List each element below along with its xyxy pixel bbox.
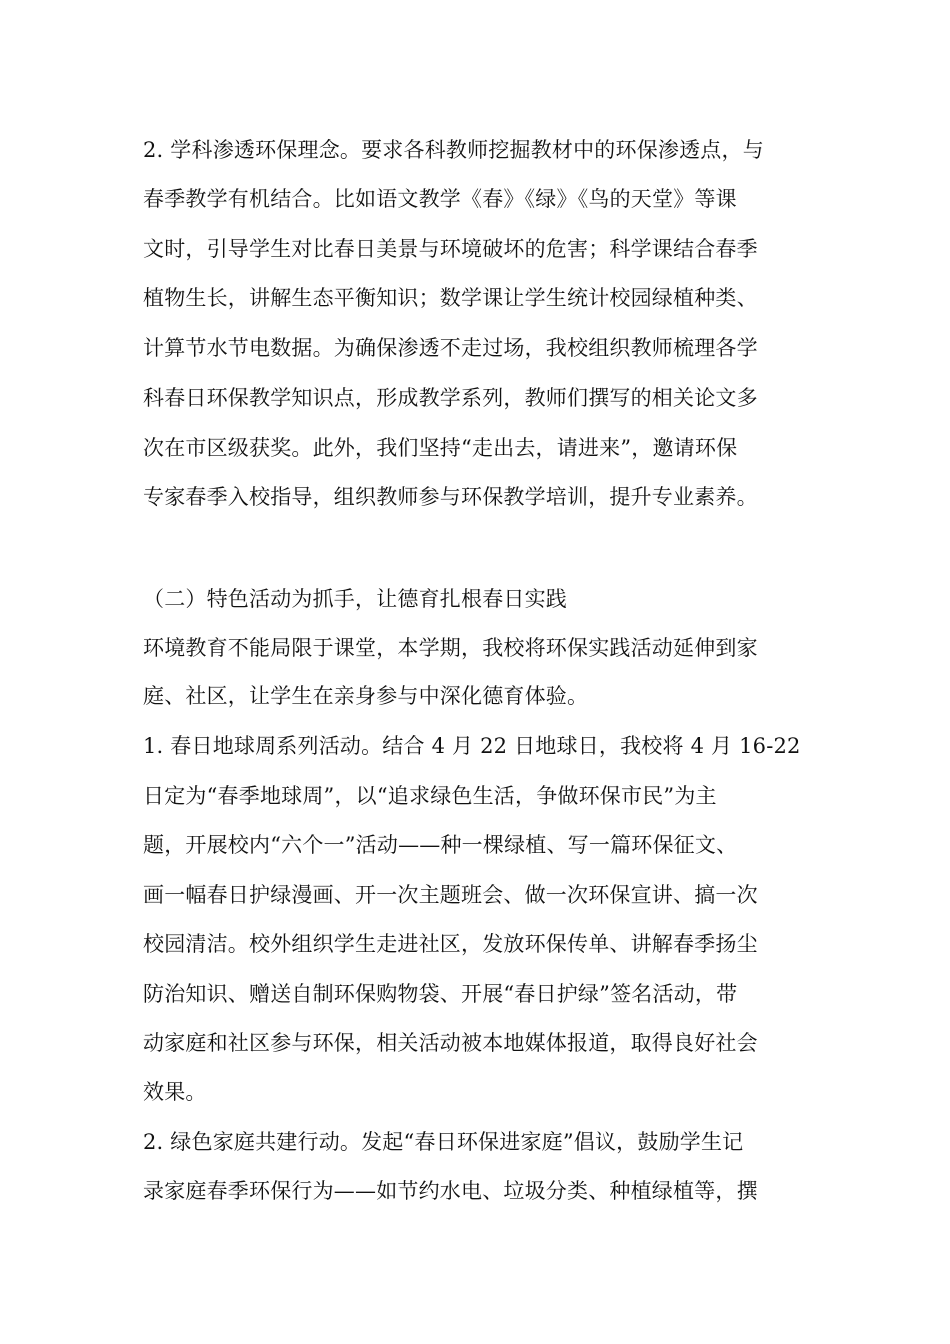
paragraph-line-13: 题，开展校内“六个一”活动——种一棵绿植、写一篇环保征文、 (143, 833, 738, 857)
paragraph-line-14: 画一幅春日护绿漫画、开一次主题班会、做一次环保宣讲、搞一次 (143, 883, 758, 907)
paragraph-line-1: 2. 学科渗透环保理念。要求各科教师挖掘教材中的环保渗透点，与 (143, 138, 764, 162)
paragraph-line-10: 庭、社区，让学生在亲身参与中深化德育体验。 (143, 684, 589, 708)
section-heading: （二）特色活动为抓手，让德育扎根春日实践 (143, 587, 567, 611)
paragraph-line-18: 效果。 (143, 1080, 207, 1104)
paragraph-line-16: 防治知识、赠送自制环保购物袋、开展“春日护绿”签名活动，带 (143, 982, 738, 1006)
paragraph-line-8: 专家春季入校指导，组织教师参与环保教学培训，提升专业素养。 (143, 485, 758, 509)
paragraph-line-7: 次在市区级获奖。此外，我们坚持“走出去，请进来”，邀请环保 (143, 436, 738, 460)
paragraph-line-5: 计算节水节电数据。为确保渗透不走过场，我校组织教师梳理各学 (143, 336, 758, 360)
paragraph-line-3: 文时，引导学生对比春日美景与环境破坏的危害；科学课结合春季 (143, 237, 758, 261)
paragraph-line-11: 1. 春日地球周系列活动。结合 4 月 22 日地球日，我校将 4 月 16-22 (143, 734, 801, 758)
paragraph-line-9: 环境教育不能局限于课堂，本学期，我校将环保实践活动延伸到家 (143, 636, 758, 660)
paragraph-line-20: 录家庭春季环保行为——如节约水电、垃圾分类、种植绿植等，撰 (143, 1179, 758, 1203)
paragraph-line-12: 日定为“春季地球周”，以“追求绿色生活，争做环保市民”为主 (143, 784, 717, 808)
paragraph-line-19: 2. 绿色家庭共建行动。发起“春日环保进家庭”倡议，鼓励学生记 (143, 1130, 744, 1154)
paragraph-line-6: 科春日环保教学知识点，形成教学系列，教师们撰写的相关论文多 (143, 386, 758, 410)
paragraph-line-2: 春季教学有机结合。比如语文教学《春》《绿》《鸟的天堂》等课 (143, 187, 737, 211)
paragraph-line-4: 植物生长，讲解生态平衡知识；数学课让学生统计校园绿植种类、 (143, 286, 758, 310)
paragraph-line-17: 动家庭和社区参与环保，相关活动被本地媒体报道，取得良好社会 (143, 1031, 758, 1055)
paragraph-line-15: 校园清洁。校外组织学生走进社区，发放环保传单、讲解春季扬尘 (143, 932, 758, 956)
